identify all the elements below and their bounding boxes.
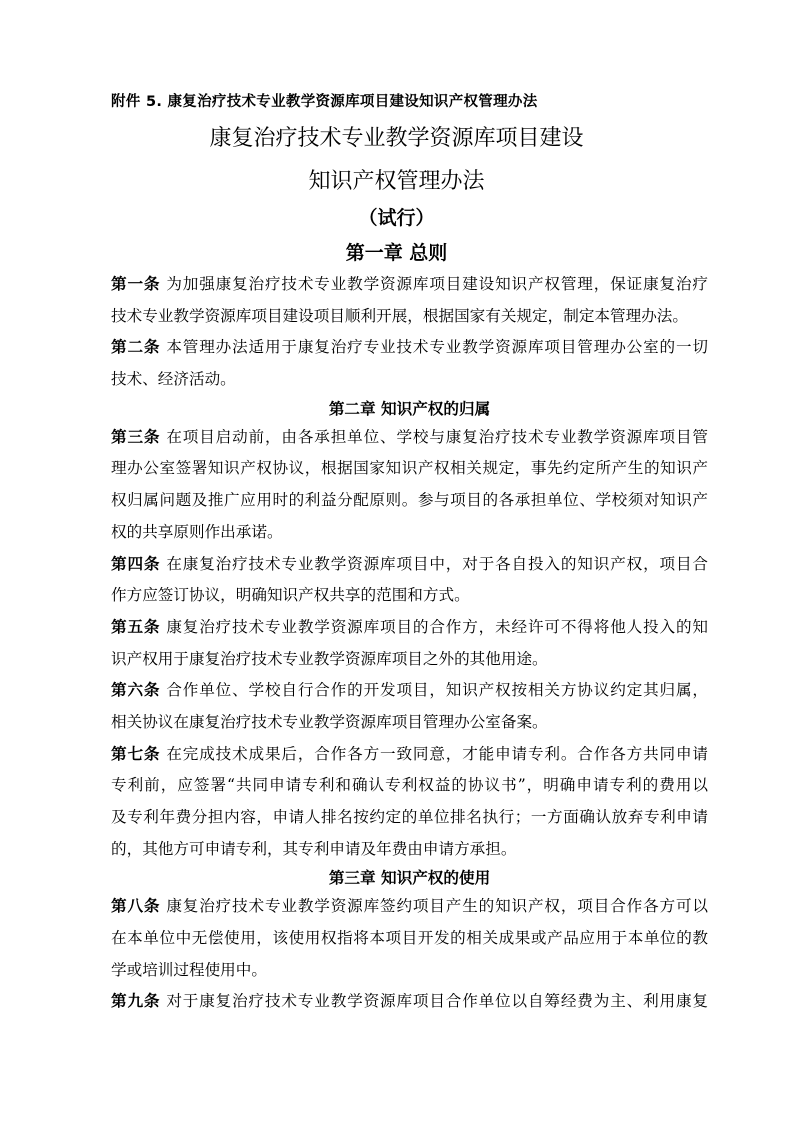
text-line [111,612,708,644]
line-text: 在本单位中无偿使用，该使用权指将本项目开发的相关成果或产品应用于本单位的教 [111,929,708,948]
document-title-line-1: 康复治疗技术专业教学资源库项目建设 [209,126,584,151]
article-label: 第八条 [111,897,161,916]
line-text: 学或培训过程使用中。 [111,960,267,979]
text-line [111,549,708,581]
article-paragraph [111,891,708,986]
line-text: 权归属问题及推广应用时的利益分配原则。参与项目的各承担单位、学校须对知识产 [111,491,708,510]
text-line [111,422,708,454]
text-line [111,644,708,676]
chapter-heading: 第一章 总则 [345,242,448,264]
text-line [111,834,708,866]
line-text: 权的共享原则作出承诺。 [111,522,283,541]
article-label: 第九条 [111,992,161,1011]
line-text: 在项目启动前，由各承担单位、学校与康复治疗技术专业教学资源库项目管 [166,427,708,446]
line-text: 理办公室签署知识产权协议，根据国家知识产权相关规定，事先约定所产生的知识产 [111,459,708,478]
text-line [111,955,708,987]
article-label: 第六条 [111,681,161,700]
line-text: 在康复治疗技术专业教学资源库项目中，对于各自投入的知识产权，项目合 [166,554,708,573]
document-body [111,269,708,1018]
text-line [111,739,708,771]
line-text: 识产权用于康复治疗技术专业教学资源库项目之外的其他用途。 [111,649,548,668]
article-label: 第三条 [111,427,161,446]
article-paragraph [111,422,708,549]
line-text: 康复治疗技术专业教学资源库项目的合作方，未经许可不得将他人投入的知 [166,617,708,636]
text-line [111,675,708,707]
line-text: 为加强康复治疗技术专业教学资源库项目建设知识产权管理，保证康复治疗 [166,275,708,293]
chapter-heading: 第三章 知识产权的使用 [328,869,491,888]
line-text: 相关协议在康复治疗技术专业教学资源库项目管理办公室备案。 [111,712,548,731]
text-line [111,891,708,923]
text-line [111,802,708,834]
article-paragraph [111,675,708,738]
text-line [111,453,708,485]
article-label: 第五条 [111,617,161,636]
text-line [111,923,708,955]
line-text: 的，其他方可申请专利，其专利申请及年费由申请方承担。 [111,839,517,858]
text-line [111,301,708,333]
text-line [111,770,708,802]
line-text: 技术专业教学资源库项目建设项目顺利开展，根据国家有关规定，制定本管理办法。 [111,306,688,325]
text-line [111,986,708,1018]
article-paragraph [111,549,708,612]
article-label: 第七条 [111,744,161,763]
line-text: 作方应签订协议，明确知识产权共享的范围和方式。 [111,586,470,605]
text-line [111,580,708,612]
line-text: 本管理办法适用于康复治疗专业技术专业教学资源库项目管理办公室的一切 [166,338,708,357]
line-text: 康复治疗技术专业教学资源库签约项目产生的知识产权，项目合作各方可以 [166,897,708,916]
line-text: 技术、经济活动。 [111,370,236,389]
line-text: 及专利年费分担内容，申请人排名按约定的单位排名执行；一方面确认放弃专利申请 [111,808,708,826]
article-label: 第二条 [111,338,161,357]
article-paragraph [111,739,708,866]
document-title-line-2: 知识产权管理办法 [308,169,485,194]
article-label: 第一条 [111,275,161,293]
text-line [111,517,708,549]
text-line [111,332,708,364]
line-text: 专利前，应签署“共同申请专利和确认专利权益的协议书”，明确申请专利的费用以 [111,776,708,795]
article-paragraph [111,612,708,675]
article-paragraph [111,269,708,332]
article-paragraph [111,332,708,395]
article-label: 第四条 [111,554,161,573]
line-text: 对于康复治疗技术专业教学资源库项目合作单位以自筹经费为主、利用康复 [166,992,708,1011]
article-paragraph [111,986,708,1018]
line-text: 合作单位、学校自行合作的开发项目，知识产权按相关方协议约定其归属， [166,681,708,700]
document-title-note: （试行） [358,207,435,229]
line-text: 在完成技术成果后，合作各方一致同意，才能申请专利。合作各方共同申请 [166,744,708,763]
text-line [111,485,708,517]
text-line [111,364,708,396]
chapter-heading: 第二章 知识产权的归属 [328,399,491,418]
attachment-header: 附件 5. 康复治疗技术专业教学资源库项目建设知识产权管理办法 [111,94,538,110]
text-line [111,707,708,739]
text-line [111,269,708,301]
